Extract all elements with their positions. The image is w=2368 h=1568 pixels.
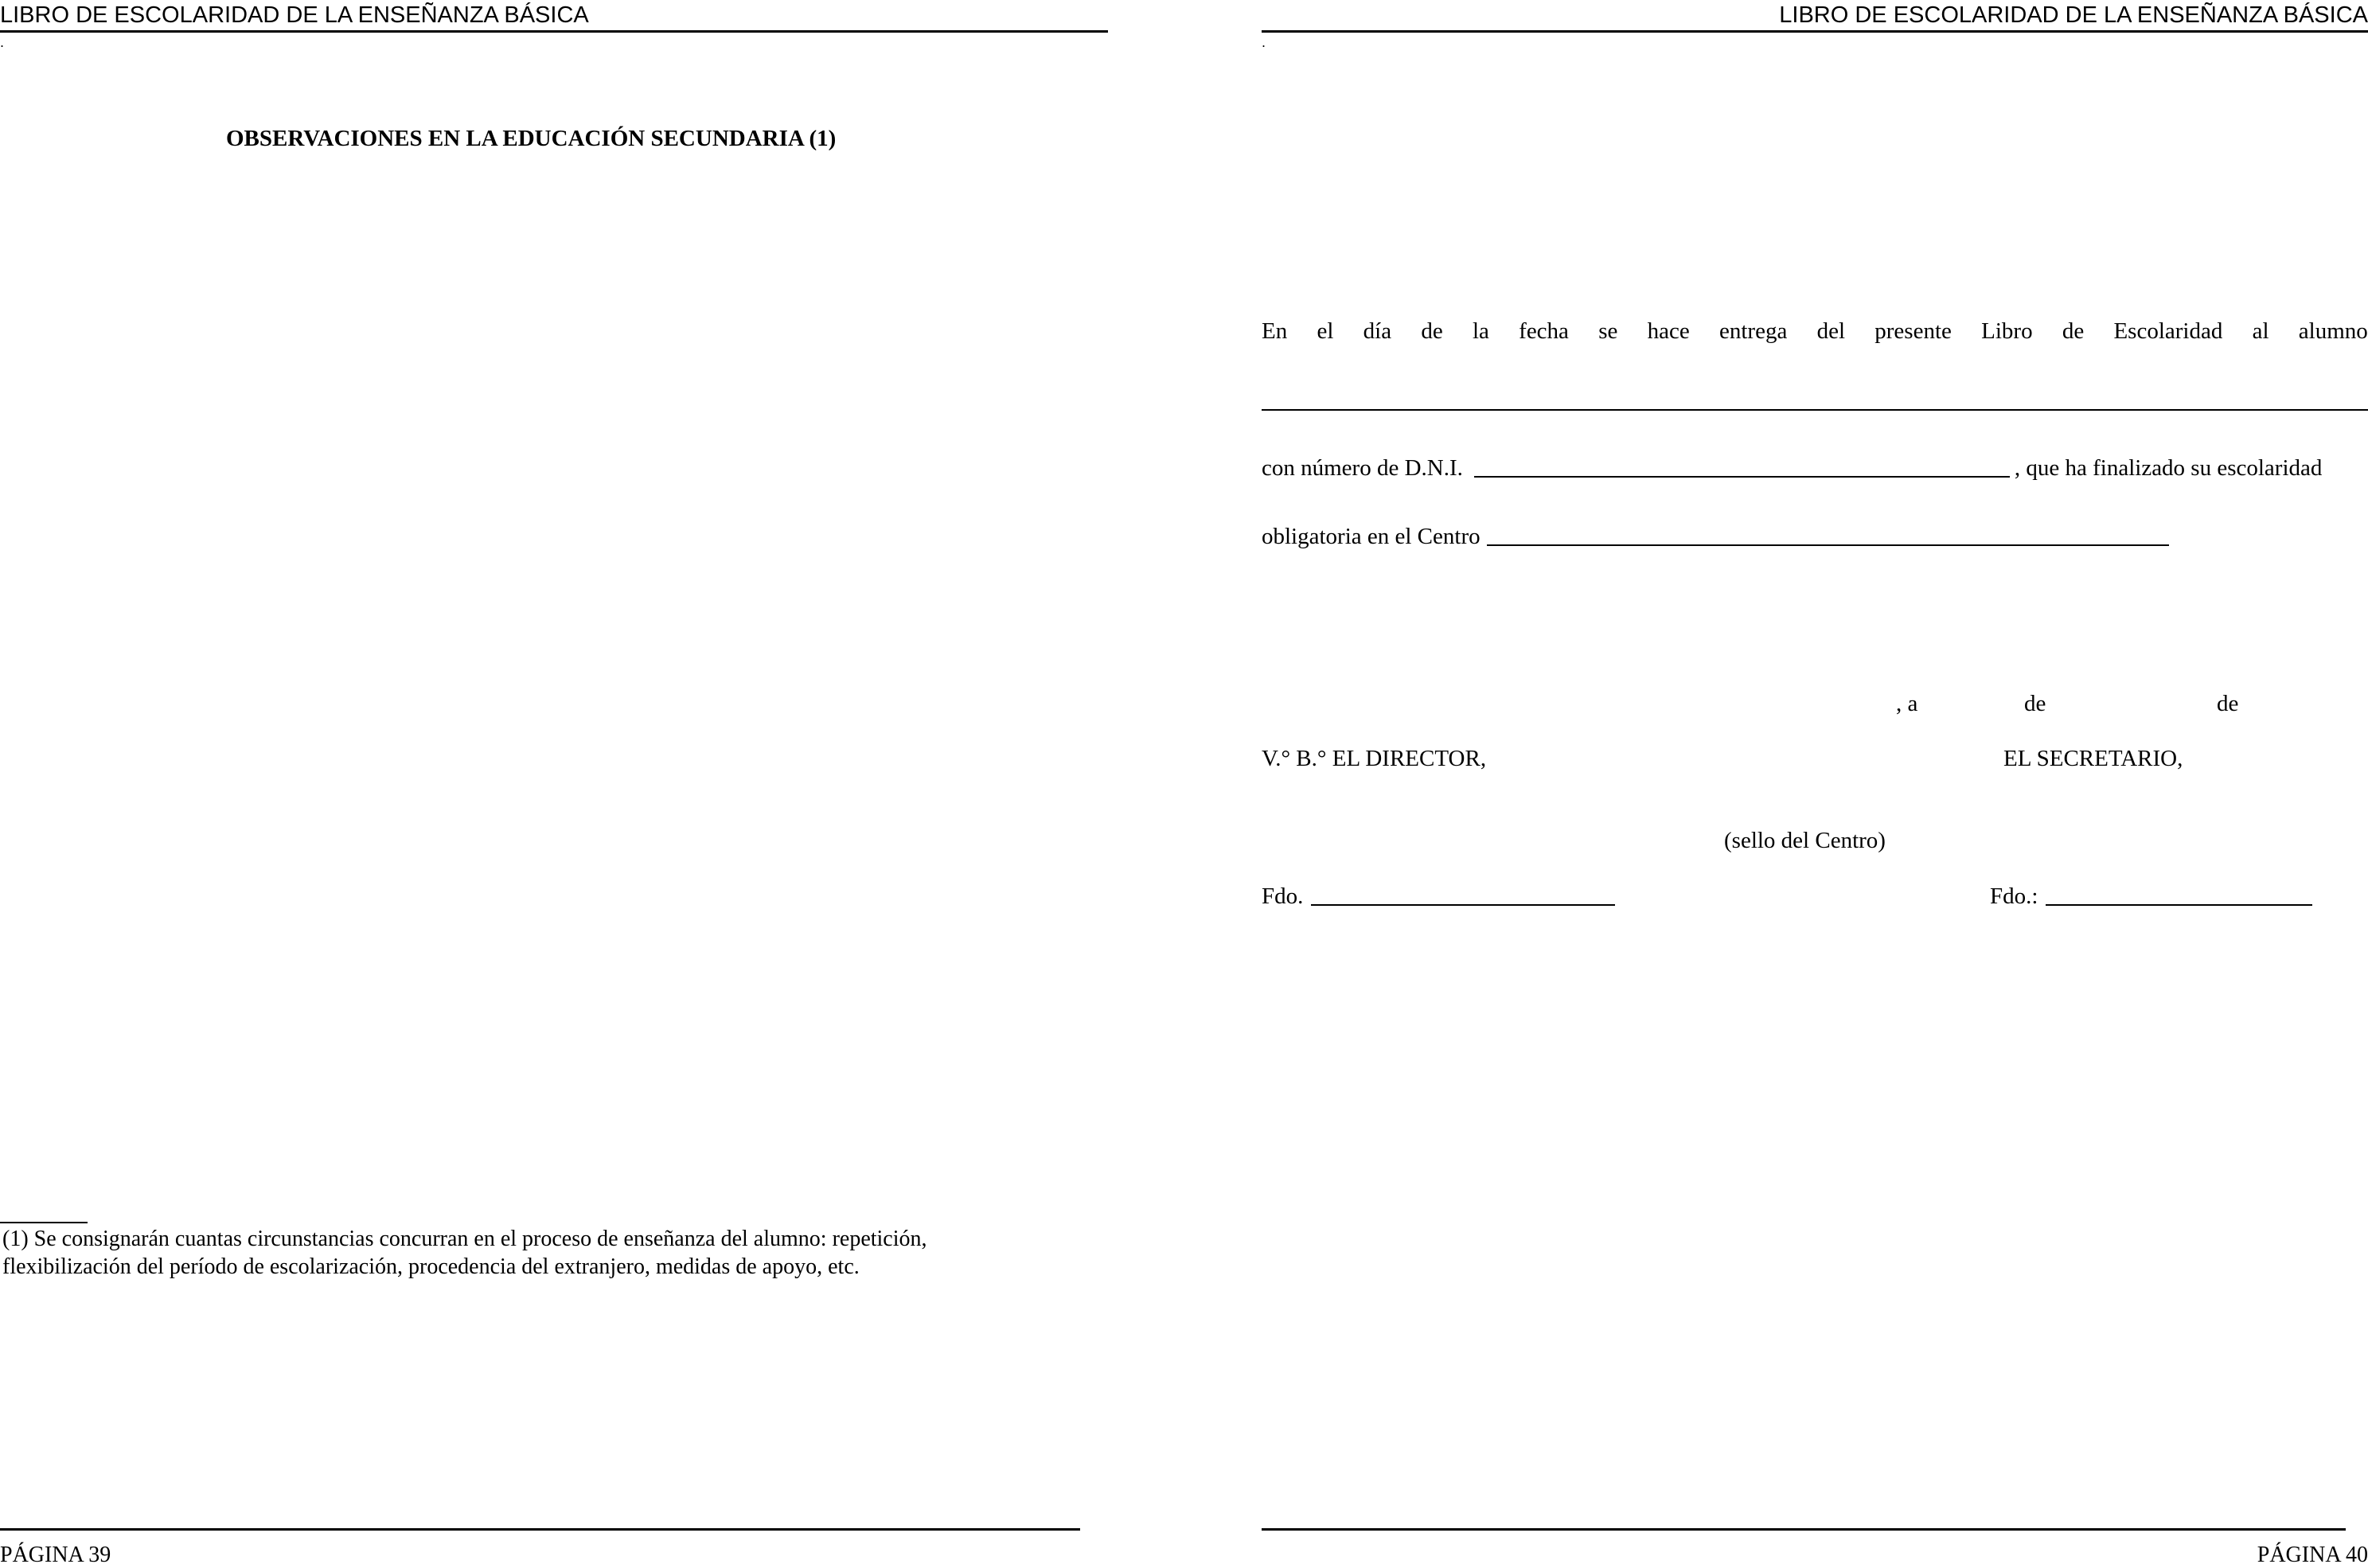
statement-word: fecha [1519, 318, 1569, 344]
dni-blank[interactable] [1474, 476, 2010, 478]
statement-word: En [1262, 318, 1288, 344]
header-rule [1262, 30, 2368, 33]
footnote-line-2: flexibilización del período de escolarización, procedencia del extranjero, medidas de apoyo, etc. [2, 1254, 860, 1279]
statement-word: se [1598, 318, 1618, 344]
footer-rule [1262, 1528, 2346, 1531]
secretario-signature-blank[interactable] [2046, 904, 2312, 906]
director-label: V.° B.° EL DIRECTOR, [1262, 746, 1487, 771]
running-head: LIBRO DE ESCOLARIDAD DE LA ENSEÑANZA BÁSICA [0, 2, 589, 28]
date-de-year: de [2217, 691, 2239, 716]
footnote-rule [0, 1222, 88, 1223]
page-number: PÁGINA 39 [0, 1543, 111, 1567]
statement-line-centro [1262, 522, 2169, 551]
date-de-month: de [2024, 691, 2046, 716]
statement-word: la [1472, 318, 1489, 344]
header-mark: . [1262, 34, 1266, 50]
director-signature-blank[interactable] [1311, 904, 1615, 906]
statement-line-dni [1262, 454, 2368, 482]
secretario-label: EL SECRETARIO, [2003, 746, 2183, 771]
centro-prefix: obligatoria en el Centro [1262, 524, 1480, 549]
dni-prefix: con número de D.N.I. [1262, 455, 1463, 481]
running-head: LIBRO DE ESCOLARIDAD DE LA ENSEÑANZA BÁSICA [1779, 2, 2368, 28]
centro-blank[interactable] [1487, 544, 2169, 546]
secretario-signature [1990, 882, 2312, 911]
statement-word: día [1363, 318, 1392, 344]
statement-word: entrega [1718, 318, 1788, 344]
page-40 [1242, 0, 2368, 1566]
statement-word: presente [1875, 318, 1952, 344]
dni-suffix: , que ha finalizado su escolaridad [2014, 455, 2323, 481]
statement-word: el [1317, 318, 1334, 344]
statement-word: alumno [2298, 318, 2368, 344]
fdo-label: Fdo.: [1990, 883, 2038, 909]
fdo-label: Fdo. [1262, 883, 1304, 909]
director-signature [1262, 882, 1615, 911]
footnote-line-1: (1) Se consignarán cuantas circunstancias concurran en el proceso de enseñanza del alumno: repetición, [2, 1227, 927, 1251]
seal-note: (sello del Centro) [1724, 828, 1886, 853]
footnote [2, 1225, 1053, 1281]
statement-word: al [2252, 318, 2269, 344]
place-date-a: , a [1896, 691, 1918, 716]
statement-word: Libro [1981, 318, 2033, 344]
page-39 [0, 0, 1146, 1566]
page-number: PÁGINA 40 [2257, 1543, 2368, 1567]
statement-word: de [2062, 318, 2085, 344]
section-title: OBSERVACIONES EN LA EDUCACIÓN SECUNDARIA (1) [226, 126, 837, 151]
footer-rule [0, 1528, 1080, 1531]
header-rule [0, 30, 1108, 33]
header-mark: . [0, 34, 5, 50]
statement-word: de [1421, 318, 1443, 344]
statement-word: del [1816, 318, 1846, 344]
statement-word: Escolaridad [2113, 318, 2223, 344]
student-name-blank[interactable] [1262, 409, 2368, 411]
statement-word: hace [1647, 318, 1690, 344]
statement-line-1 [1262, 317, 2368, 345]
